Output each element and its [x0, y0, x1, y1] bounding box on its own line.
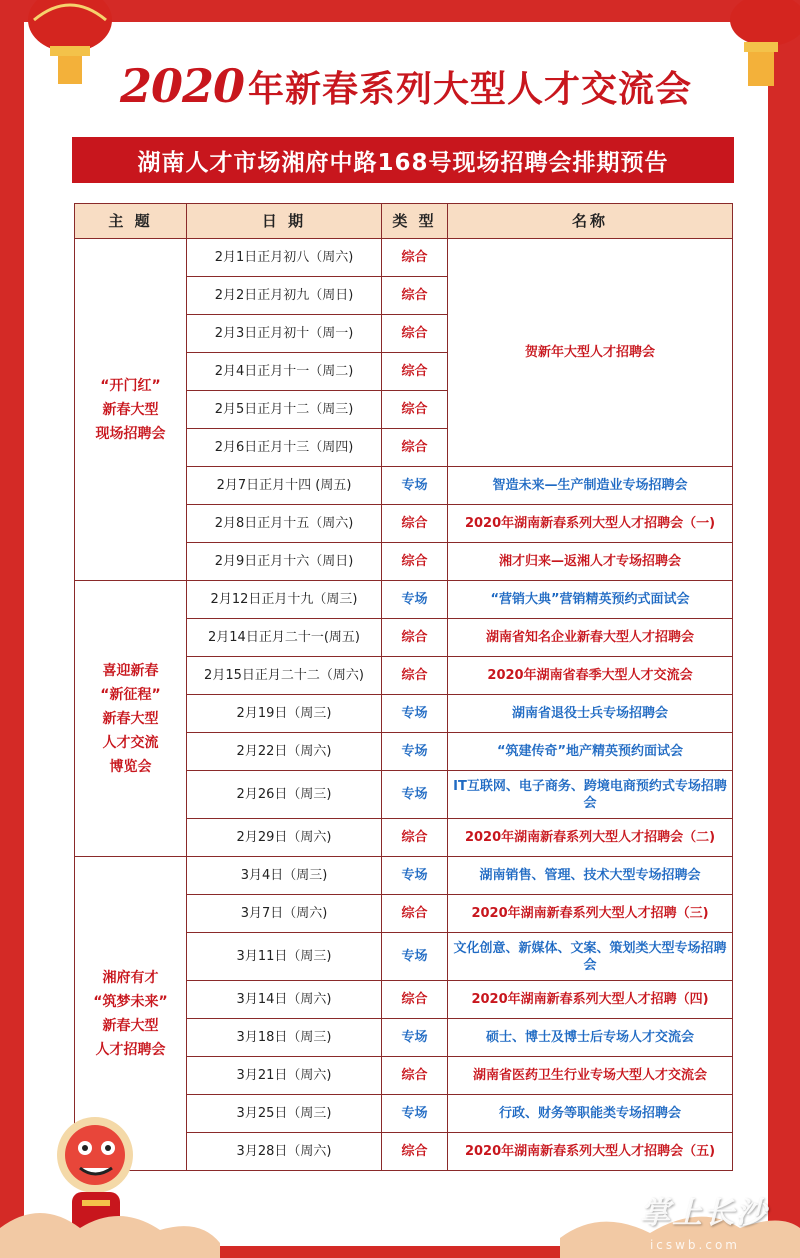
event-name-cell: 文化创意、新媒体、文案、策划类大型专场招聘会	[448, 933, 733, 981]
watermark-domain: icswb.com	[649, 1238, 740, 1252]
event-name-cell: 湖南省退役士兵专场招聘会	[448, 695, 733, 733]
date-cell: 3月11日（周三)	[187, 933, 382, 981]
theme-line: 新春大型	[102, 710, 159, 727]
column-header-name: 名称	[448, 204, 733, 239]
lantern-icon	[710, 0, 800, 100]
watermark-brand: 掌上长沙	[640, 1196, 768, 1231]
type-cell: 综合	[382, 657, 448, 695]
date-cell: 2月8日正月十五（周六)	[187, 505, 382, 543]
date-cell: 3月21日（周六)	[187, 1057, 382, 1095]
date-cell: 2月26日（周三)	[187, 771, 382, 819]
schedule-banner: 湖南人才市场湘府中路168号现场招聘会排期预告	[72, 137, 734, 183]
type-cell: 综合	[382, 353, 448, 391]
event-name-cell: IT互联网、电子商务、跨境电商预约式专场招聘会	[448, 771, 733, 819]
event-name-cell: 湖南销售、管理、技术大型专场招聘会	[448, 857, 733, 895]
type-cell: 专场	[382, 771, 448, 819]
event-name-cell: 2020年湖南新春系列大型人才招聘（四)	[448, 981, 733, 1019]
type-cell: 专场	[382, 857, 448, 895]
theme-line: 人才招聘会	[95, 1041, 166, 1058]
type-cell: 综合	[382, 315, 448, 353]
date-cell: 2月6日正月十三（周四)	[187, 429, 382, 467]
theme-line: 新春大型	[102, 1017, 159, 1034]
type-cell: 综合	[382, 1057, 448, 1095]
date-cell: 3月4日（周三)	[187, 857, 382, 895]
type-cell: 专场	[382, 467, 448, 505]
event-name-cell: 湘才归来—返湘人才专场招聘会	[448, 543, 733, 581]
date-cell: 3月14日（周六)	[187, 981, 382, 1019]
event-name-cell: “筑建传奇”地产精英预约面试会	[448, 733, 733, 771]
type-cell: 综合	[382, 391, 448, 429]
date-cell: 2月15日正月二十二（周六)	[187, 657, 382, 695]
table-header-row	[75, 204, 733, 239]
theme-line: 现场招聘会	[95, 425, 166, 442]
date-cell: 2月2日正月初九（周日)	[187, 277, 382, 315]
type-cell: 综合	[382, 543, 448, 581]
event-name-cell: 2020年湖南省春季大型人才交流会	[448, 657, 733, 695]
type-cell: 综合	[382, 239, 448, 277]
theme-cell	[75, 239, 187, 581]
column-header-type: 类 型	[382, 204, 448, 239]
theme-line: “筑梦未来”	[93, 993, 168, 1010]
table-row	[75, 857, 733, 895]
type-cell: 专场	[382, 1095, 448, 1133]
date-cell: 2月5日正月十二（周三)	[187, 391, 382, 429]
date-cell: 3月25日（周三)	[187, 1095, 382, 1133]
table-row	[75, 239, 733, 277]
date-cell: 2月12日正月十九（周三)	[187, 581, 382, 619]
event-name-cell: “营销大典”营销精英预约式面试会	[448, 581, 733, 619]
theme-cell	[75, 581, 187, 857]
type-cell: 综合	[382, 981, 448, 1019]
theme-line: “新征程”	[100, 686, 161, 703]
event-name-cell: 2020年湖南新春系列大型人才招聘会（二)	[448, 819, 733, 857]
type-cell: 专场	[382, 695, 448, 733]
event-name-cell: 湖南省医药卫生行业专场大型人才交流会	[448, 1057, 733, 1095]
type-cell: 综合	[382, 505, 448, 543]
date-cell: 2月22日（周六)	[187, 733, 382, 771]
type-cell: 综合	[382, 895, 448, 933]
event-name-cell: 硕士、博士及博士后专场人才交流会	[448, 1019, 733, 1057]
event-name-cell: 2020年湖南新春系列大型人才招聘会（五)	[448, 1133, 733, 1171]
type-cell: 综合	[382, 1133, 448, 1171]
date-cell: 2月3日正月初十（周一)	[187, 315, 382, 353]
type-cell: 专场	[382, 733, 448, 771]
event-name-cell: 行政、财务等职能类专场招聘会	[448, 1095, 733, 1133]
event-name-cell: 湖南省知名企业新春大型人才招聘会	[448, 619, 733, 657]
column-header-theme: 主 题	[75, 204, 187, 239]
type-cell: 综合	[382, 819, 448, 857]
date-cell: 2月1日正月初八（周六)	[187, 239, 382, 277]
table-row	[75, 581, 733, 619]
event-name-cell: 2020年湖南新春系列大型人才招聘会（一)	[448, 505, 733, 543]
type-cell: 专场	[382, 581, 448, 619]
title-text: 年新春系列大型人才交流会	[248, 68, 693, 110]
type-cell: 综合	[382, 619, 448, 657]
event-name-cell: 2020年湖南新春系列大型人才招聘（三)	[448, 895, 733, 933]
event-name-cell: 智造未来—生产制造业专场招聘会	[448, 467, 733, 505]
date-cell: 2月7日正月十四 (周五)	[187, 467, 382, 505]
type-cell: 专场	[382, 1019, 448, 1057]
theme-line: “开门红”	[100, 377, 161, 394]
column-header-date: 日 期	[187, 204, 382, 239]
theme-line: 博览会	[109, 758, 152, 775]
theme-line: 湘府有才	[102, 969, 159, 986]
schedule-table	[74, 203, 733, 1171]
event-name-cell: 贺新年大型人才招聘会	[448, 239, 733, 467]
date-cell: 3月28日（周六)	[187, 1133, 382, 1171]
date-cell: 3月18日（周三)	[187, 1019, 382, 1057]
type-cell: 综合	[382, 277, 448, 315]
date-cell: 2月9日正月十六（周日)	[187, 543, 382, 581]
theme-line: 喜迎新春	[102, 662, 159, 679]
page-title	[120, 56, 710, 116]
date-cell: 2月4日正月十一（周二)	[187, 353, 382, 391]
date-cell: 3月7日（周六)	[187, 895, 382, 933]
theme-line: 人才交流	[102, 734, 159, 751]
type-cell: 综合	[382, 429, 448, 467]
schedule-table-body	[75, 239, 733, 1171]
title-year: 2020	[120, 59, 245, 113]
date-cell: 2月29日（周六)	[187, 819, 382, 857]
date-cell: 2月19日（周三)	[187, 695, 382, 733]
lantern-icon	[20, 0, 120, 90]
theme-line: 新春大型	[102, 401, 159, 418]
type-cell: 专场	[382, 933, 448, 981]
date-cell: 2月14日正月二十一(周五)	[187, 619, 382, 657]
